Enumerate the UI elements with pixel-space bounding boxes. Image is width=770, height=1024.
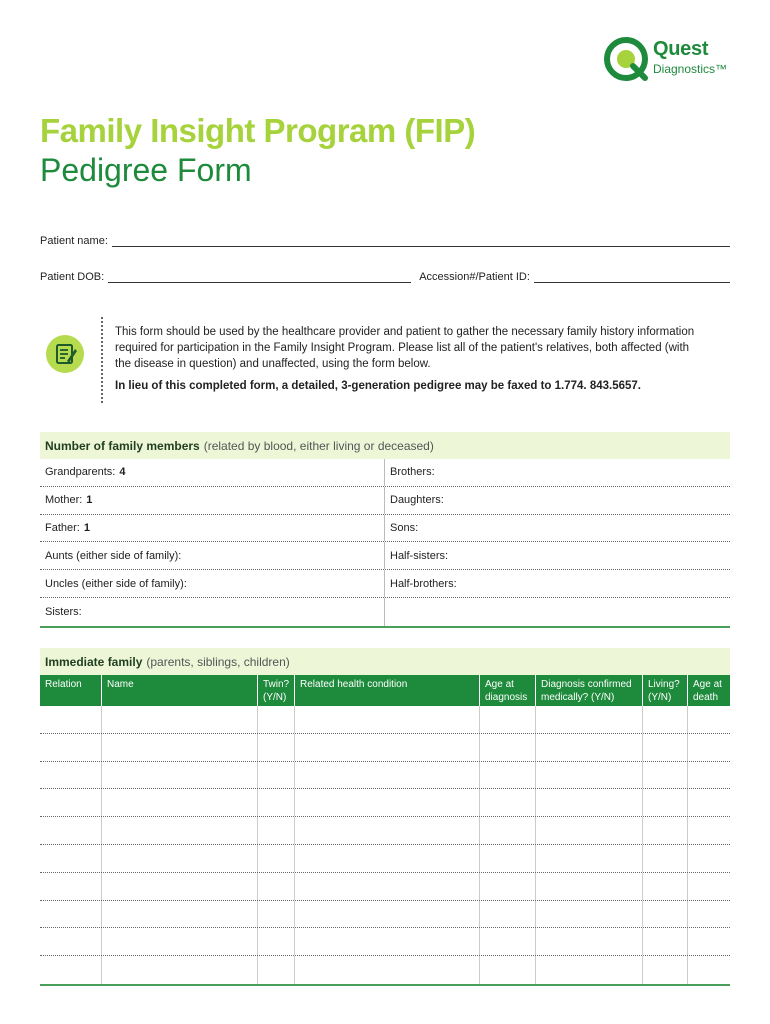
family-count-cell[interactable]	[385, 459, 730, 486]
table-cell[interactable]	[480, 873, 536, 900]
patient-name-row	[40, 235, 730, 247]
immediate-family-body	[40, 706, 730, 984]
table-cell[interactable]	[40, 706, 102, 733]
immediate-family-subtitle: (parents, siblings, children)	[146, 654, 290, 669]
family-count-cell[interactable]	[40, 542, 385, 569]
table-cell[interactable]	[102, 817, 258, 844]
table-cell[interactable]	[258, 762, 295, 789]
quest-logo-icon	[603, 36, 649, 82]
table-cell[interactable]	[536, 928, 643, 955]
table-cell[interactable]	[480, 762, 536, 789]
table-cell[interactable]	[643, 928, 688, 955]
column-header: Related health condition	[295, 675, 480, 706]
family-count-cell[interactable]	[385, 598, 730, 626]
table-cell[interactable]	[258, 956, 295, 984]
table-cell[interactable]	[258, 901, 295, 928]
family-count-row	[40, 459, 730, 487]
family-count-table	[40, 459, 730, 628]
table-row	[40, 873, 730, 901]
accession-label: Accession#/Patient ID:	[419, 271, 530, 283]
table-cell[interactable]	[102, 762, 258, 789]
table-cell[interactable]	[688, 928, 730, 955]
family-count-cell[interactable]	[385, 515, 730, 542]
table-cell[interactable]	[102, 873, 258, 900]
table-cell[interactable]	[295, 706, 480, 733]
table-cell[interactable]	[295, 873, 480, 900]
family-count-cell[interactable]	[40, 459, 385, 486]
table-cell[interactable]	[643, 956, 688, 984]
family-count-row	[40, 487, 730, 515]
table-row	[40, 845, 730, 873]
column-header: Age at diagnosis	[480, 675, 536, 706]
family-count-row	[40, 570, 730, 598]
table-cell[interactable]	[102, 789, 258, 816]
notice-divider	[101, 317, 103, 403]
table-cell[interactable]	[40, 845, 102, 872]
family-count-label: Sons:	[390, 521, 419, 534]
table-cell[interactable]	[295, 845, 480, 872]
family-count-value: 1	[83, 521, 90, 534]
table-cell[interactable]	[258, 928, 295, 955]
table-cell[interactable]	[536, 734, 643, 761]
table-cell[interactable]	[643, 845, 688, 872]
table-cell[interactable]	[40, 762, 102, 789]
table-cell[interactable]	[643, 706, 688, 733]
logo-word-diagnostics: Diagnostics™	[653, 62, 728, 76]
form-edit-icon	[46, 335, 84, 373]
table-row	[40, 734, 730, 762]
table-cell[interactable]	[688, 762, 730, 789]
column-header: Diagnosis confirmed medically? (Y/N)	[536, 675, 643, 706]
column-header: Name	[102, 675, 258, 706]
family-count-label: Brothers:	[390, 466, 435, 479]
table-cell[interactable]	[643, 734, 688, 761]
table-cell[interactable]	[258, 734, 295, 761]
table-cell[interactable]	[40, 928, 102, 955]
family-count-label: Grandparents:	[45, 466, 116, 479]
family-count-cell[interactable]	[40, 487, 385, 514]
table-cell[interactable]	[102, 734, 258, 761]
table-cell[interactable]	[102, 706, 258, 733]
family-count-value: 1	[86, 494, 93, 507]
table-cell[interactable]	[688, 956, 730, 984]
table-cell[interactable]	[688, 817, 730, 844]
table-cell[interactable]	[295, 789, 480, 816]
table-cell[interactable]	[40, 734, 102, 761]
table-cell[interactable]	[688, 901, 730, 928]
table-cell[interactable]	[643, 762, 688, 789]
table-cell[interactable]	[688, 734, 730, 761]
family-count-value: 4	[119, 466, 126, 479]
family-count-cell[interactable]	[40, 570, 385, 597]
family-count-label: Aunts (either side of family):	[45, 549, 182, 562]
table-cell[interactable]	[258, 817, 295, 844]
family-count-row	[40, 542, 730, 570]
table-cell[interactable]	[536, 901, 643, 928]
table-cell[interactable]	[480, 789, 536, 816]
table-cell[interactable]	[295, 762, 480, 789]
family-count-row	[40, 515, 730, 543]
table-cell[interactable]	[536, 873, 643, 900]
table-cell[interactable]	[40, 873, 102, 900]
table-cell[interactable]	[40, 789, 102, 816]
family-count-cell[interactable]	[385, 487, 730, 514]
table-cell[interactable]	[258, 789, 295, 816]
patient-name-field[interactable]	[112, 237, 730, 247]
immediate-family-table	[40, 675, 730, 986]
family-count-title: Number of family members	[45, 438, 200, 453]
family-count-cell[interactable]	[385, 542, 730, 569]
table-cell[interactable]	[258, 706, 295, 733]
family-count-cell[interactable]	[40, 598, 385, 626]
table-cell[interactable]	[688, 789, 730, 816]
table-cell[interactable]	[258, 845, 295, 872]
table-cell[interactable]	[688, 845, 730, 872]
table-cell[interactable]	[480, 901, 536, 928]
page-subtitle: Pedigree Form	[40, 152, 252, 188]
accession-field[interactable]	[534, 273, 730, 283]
table-cell[interactable]	[295, 956, 480, 984]
column-header: Living? (Y/N)	[643, 675, 688, 706]
family-count-row	[40, 598, 730, 626]
table-cell[interactable]	[480, 706, 536, 733]
family-count-label: Mother:	[45, 494, 83, 507]
family-count-cell[interactable]	[385, 570, 730, 597]
table-cell[interactable]	[480, 928, 536, 955]
table-row	[40, 789, 730, 817]
table-cell[interactable]	[102, 901, 258, 928]
table-cell[interactable]	[102, 845, 258, 872]
patient-dob-row	[40, 271, 730, 283]
table-cell[interactable]	[480, 817, 536, 844]
immediate-family-header-row	[40, 675, 730, 706]
table-cell[interactable]	[295, 734, 480, 761]
family-count-cell[interactable]	[40, 515, 385, 542]
page-title: Family Insight Program (FIP)	[40, 112, 476, 149]
logo-word-quest: Quest	[653, 38, 709, 60]
table-row	[40, 706, 730, 734]
column-header: Relation	[40, 675, 102, 706]
fax-instructions: In lieu of this completed form, a detailed, 3-generation pedigree may be faxed to 1.774. 843.5657.	[115, 380, 641, 392]
family-count-label: Father:	[45, 521, 80, 534]
table-cell[interactable]	[536, 956, 643, 984]
table-cell[interactable]	[480, 845, 536, 872]
table-cell[interactable]	[102, 956, 258, 984]
table-cell[interactable]	[536, 845, 643, 872]
table-cell[interactable]	[480, 734, 536, 761]
column-header: Twin? (Y/N)	[258, 675, 295, 706]
table-cell[interactable]	[643, 901, 688, 928]
table-row	[40, 901, 730, 929]
table-cell[interactable]	[688, 873, 730, 900]
table-cell[interactable]	[295, 901, 480, 928]
table-cell[interactable]	[40, 956, 102, 984]
table-row	[40, 928, 730, 956]
table-cell[interactable]	[295, 928, 480, 955]
table-cell[interactable]	[643, 789, 688, 816]
family-count-label: Sisters:	[45, 605, 82, 618]
table-cell[interactable]	[688, 706, 730, 733]
table-cell[interactable]	[536, 789, 643, 816]
family-count-label: Half-sisters:	[390, 549, 449, 562]
column-header: Age at death	[693, 679, 722, 703]
quest-logo	[603, 36, 743, 86]
table-cell[interactable]	[102, 928, 258, 955]
immediate-family-heading	[40, 648, 730, 675]
instructions-text: This form should be used by the healthcare provider and patient to gather the necessary family history information required for participation in the Family Insight Program. Please list all of the patient's relatives, both affected (with the disease in question) and unaffected, using the form below.	[115, 326, 695, 370]
table-cell[interactable]	[536, 762, 643, 789]
immediate-family-title: Immediate family	[45, 654, 143, 669]
table-cell[interactable]	[536, 817, 643, 844]
table-row	[40, 817, 730, 845]
table-row	[40, 762, 730, 790]
table-cell[interactable]	[536, 706, 643, 733]
table-cell[interactable]	[295, 817, 480, 844]
instructions	[115, 324, 705, 394]
patient-name-label: Patient name:	[40, 235, 108, 247]
family-count-heading	[40, 432, 730, 459]
table-row	[40, 956, 730, 984]
table-cell[interactable]	[40, 901, 102, 928]
table-cell[interactable]	[258, 873, 295, 900]
family-count-label: Uncles (either side of family):	[45, 577, 187, 590]
patient-dob-field[interactable]	[108, 273, 411, 283]
table-cell[interactable]	[643, 817, 688, 844]
table-cell[interactable]	[40, 817, 102, 844]
table-cell[interactable]	[480, 956, 536, 984]
patient-dob-label: Patient DOB:	[40, 271, 105, 283]
family-count-label: Half-brothers:	[390, 577, 457, 590]
table-cell[interactable]	[643, 873, 688, 900]
family-count-subtitle: (related by blood, either living or deceased)	[203, 438, 434, 453]
family-count-label: Daughters:	[390, 494, 444, 507]
